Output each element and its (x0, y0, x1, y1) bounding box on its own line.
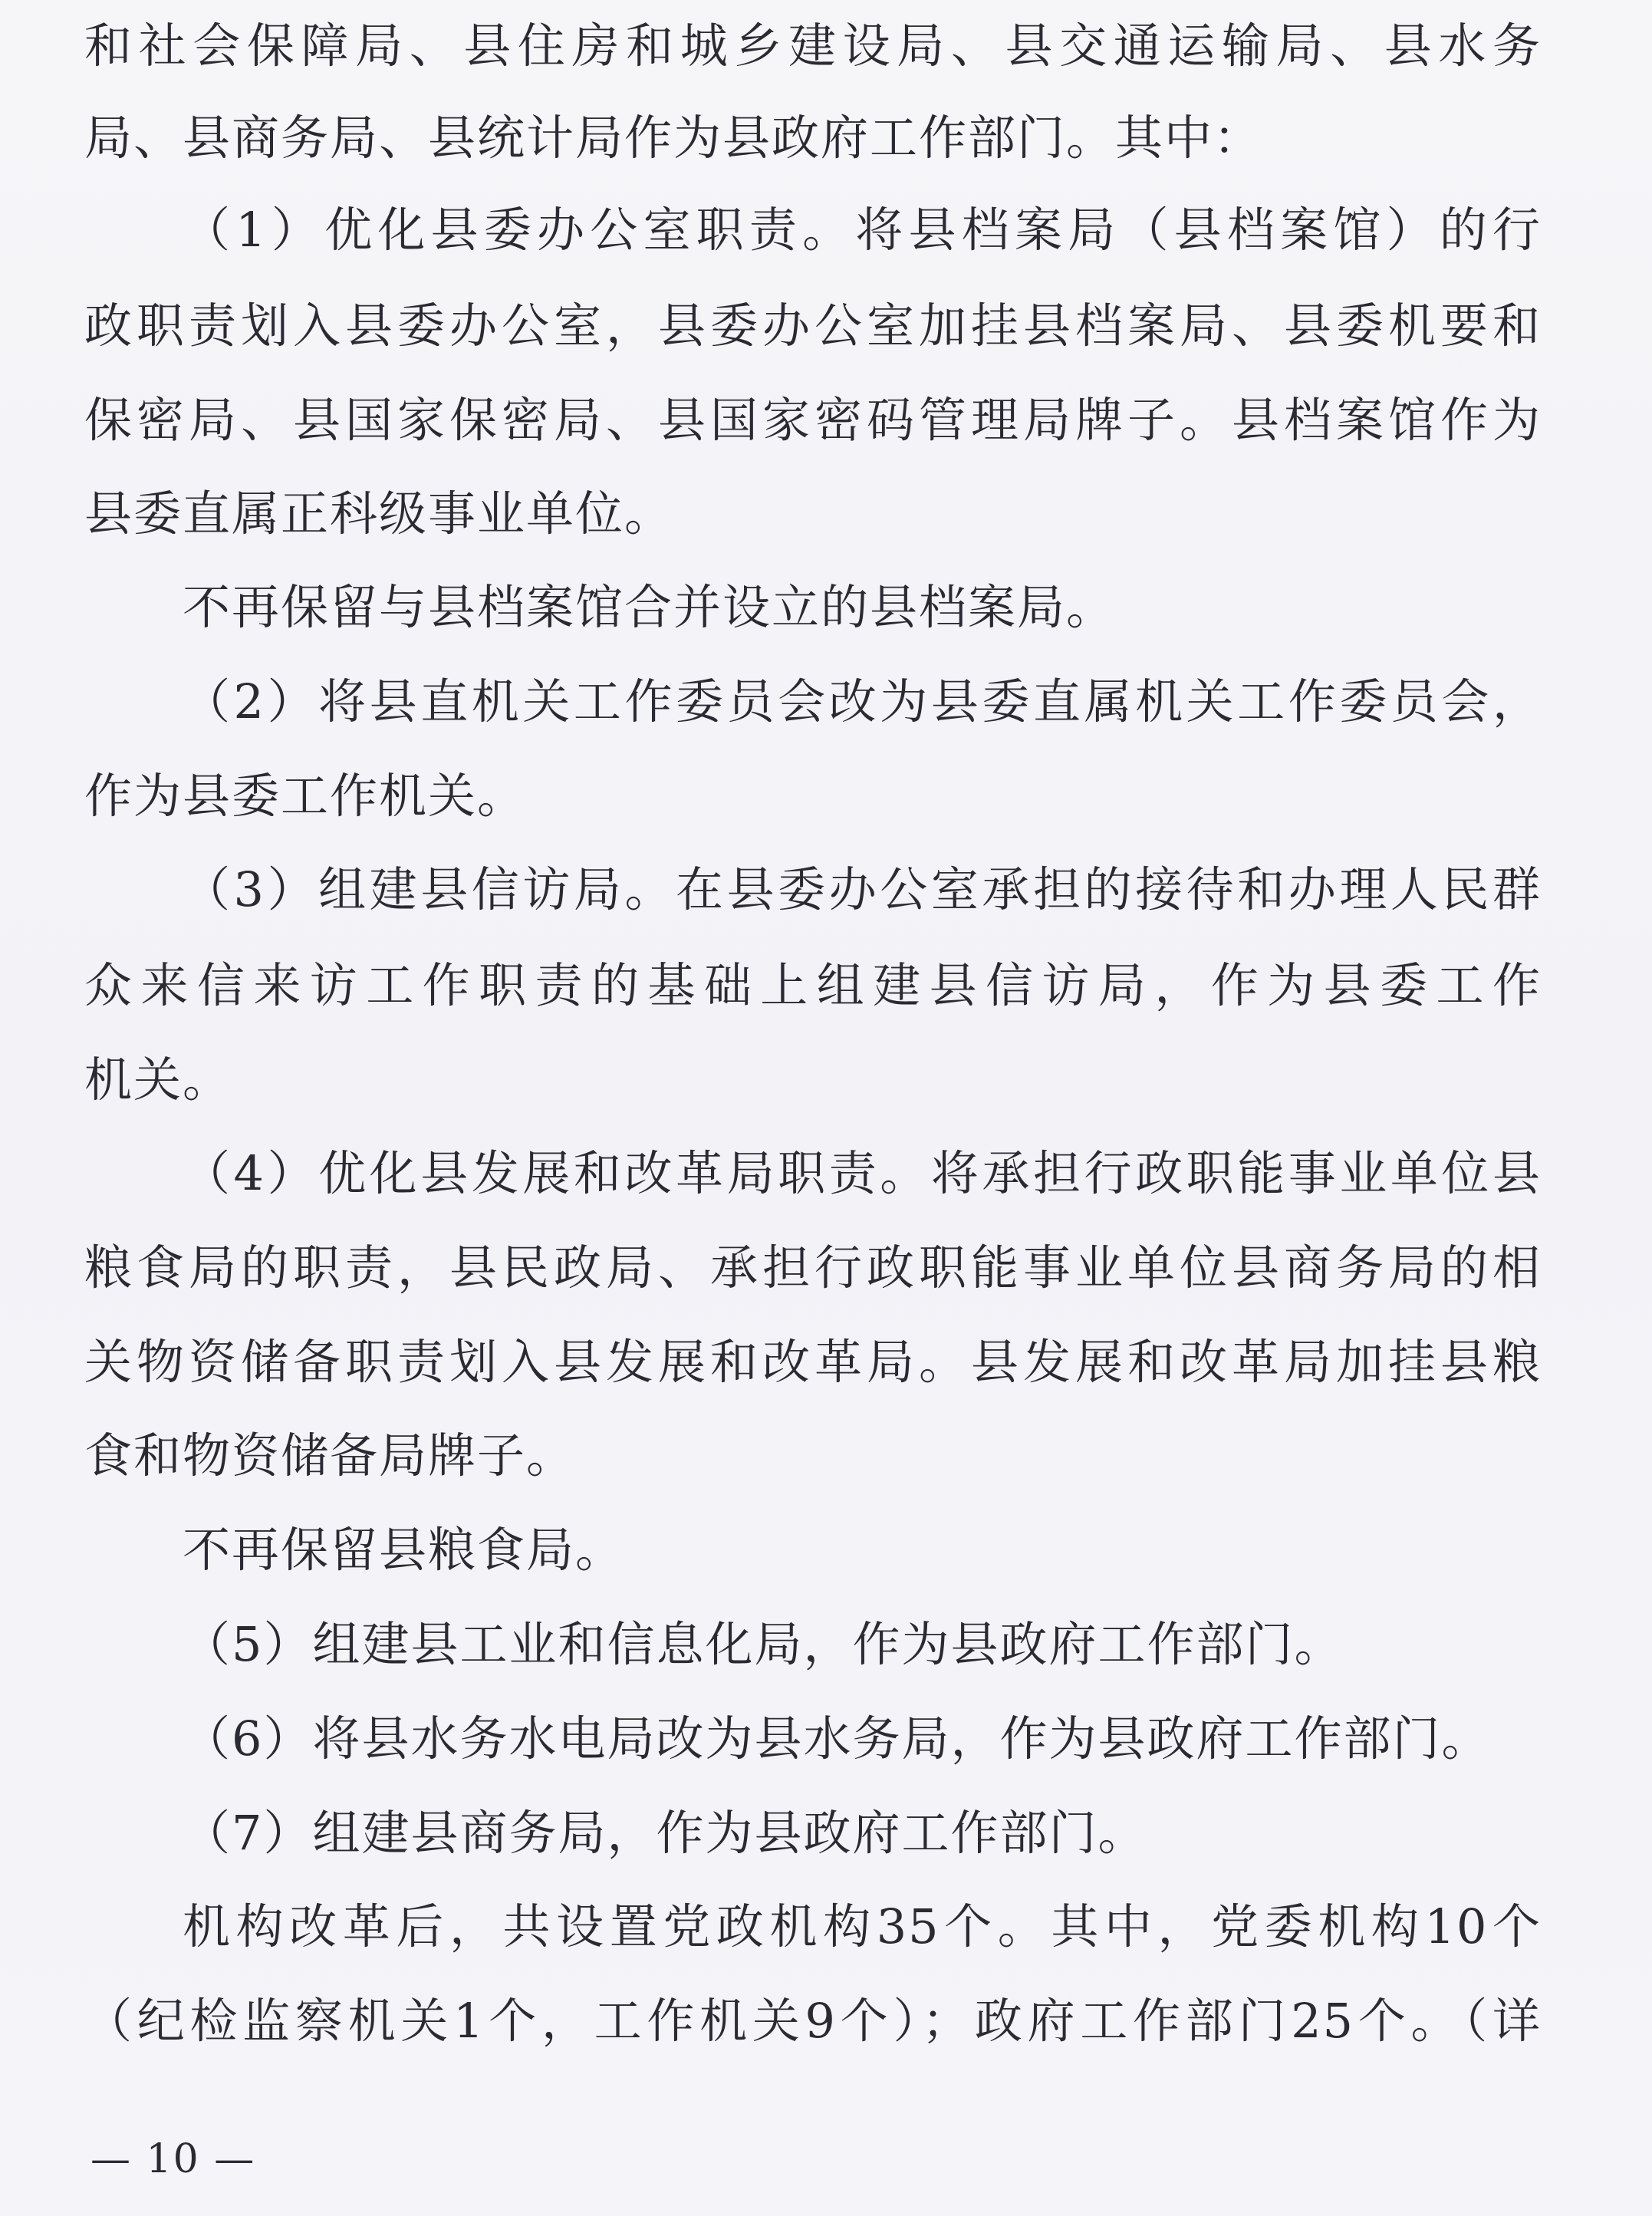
text-line: （7）组建县商务局，作为县政府工作部门。 (183, 1805, 1147, 1861)
page-number: — 10 — (90, 2136, 256, 2182)
text-line: （6）将县水务水电局改为县水务局，作为县政府工作部门。 (183, 1711, 1491, 1767)
text-line: 机关。 (84, 1052, 232, 1108)
text-line: 不再保留县粮食局。 (183, 1522, 625, 1578)
text-line: 政职责划入县委办公室，县委办公室加挂县档案局、县委机要和 (84, 298, 1542, 354)
text-line: （2）将县直机关工作委员会改为县委直属机关工作委员会， (183, 673, 1542, 729)
text-line: 不再保留与县档案馆合并设立的县档案局。 (183, 579, 1116, 635)
text-line: （1）优化县委办公室职责。将县档案局（县档案馆）的行 (183, 202, 1542, 258)
text-line: 和社会保障局、县住房和城乡建设局、县交通运输局、县水务 (84, 18, 1542, 74)
text-line: 作为县委工作机关。 (84, 768, 527, 824)
text-line: 粮食局的职责，县民政局、承担行政职能事业单位县商务局的相 (84, 1240, 1542, 1296)
text-line: 保密局、县国家保密局、县国家密码管理局牌子。县档案馆作为 (84, 392, 1542, 448)
text-line: 县委直属正科级事业单位。 (84, 486, 674, 542)
text-line: 局、县商务局、县统计局作为县政府工作部门。其中： (84, 110, 1263, 166)
text-line: 众来信来访工作职责的基础上组建县信访局，作为县委工作 (84, 957, 1542, 1013)
text-line: 食和物资储备局牌子。 (84, 1427, 576, 1483)
text-line: （5）组建县工业和信息化局，作为县政府工作部门。 (183, 1616, 1344, 1672)
text-line: （纪检监察机关1个，工作机关9个）；政府工作部门25个。（详 (84, 1993, 1542, 2049)
text-line: 机构改革后，共设置党政机构35个。其中，党委机构10个 (183, 1898, 1542, 1954)
text-line: 关物资储备职责划入县发展和改革局。县发展和改革局加挂县粮 (84, 1334, 1542, 1390)
text-line: （4）优化县发展和改革局职责。将承担行政职能事业单位县 (183, 1145, 1542, 1201)
text-line: （3）组建县信访局。在县委办公室承担的接待和办理人民群 (183, 861, 1542, 917)
